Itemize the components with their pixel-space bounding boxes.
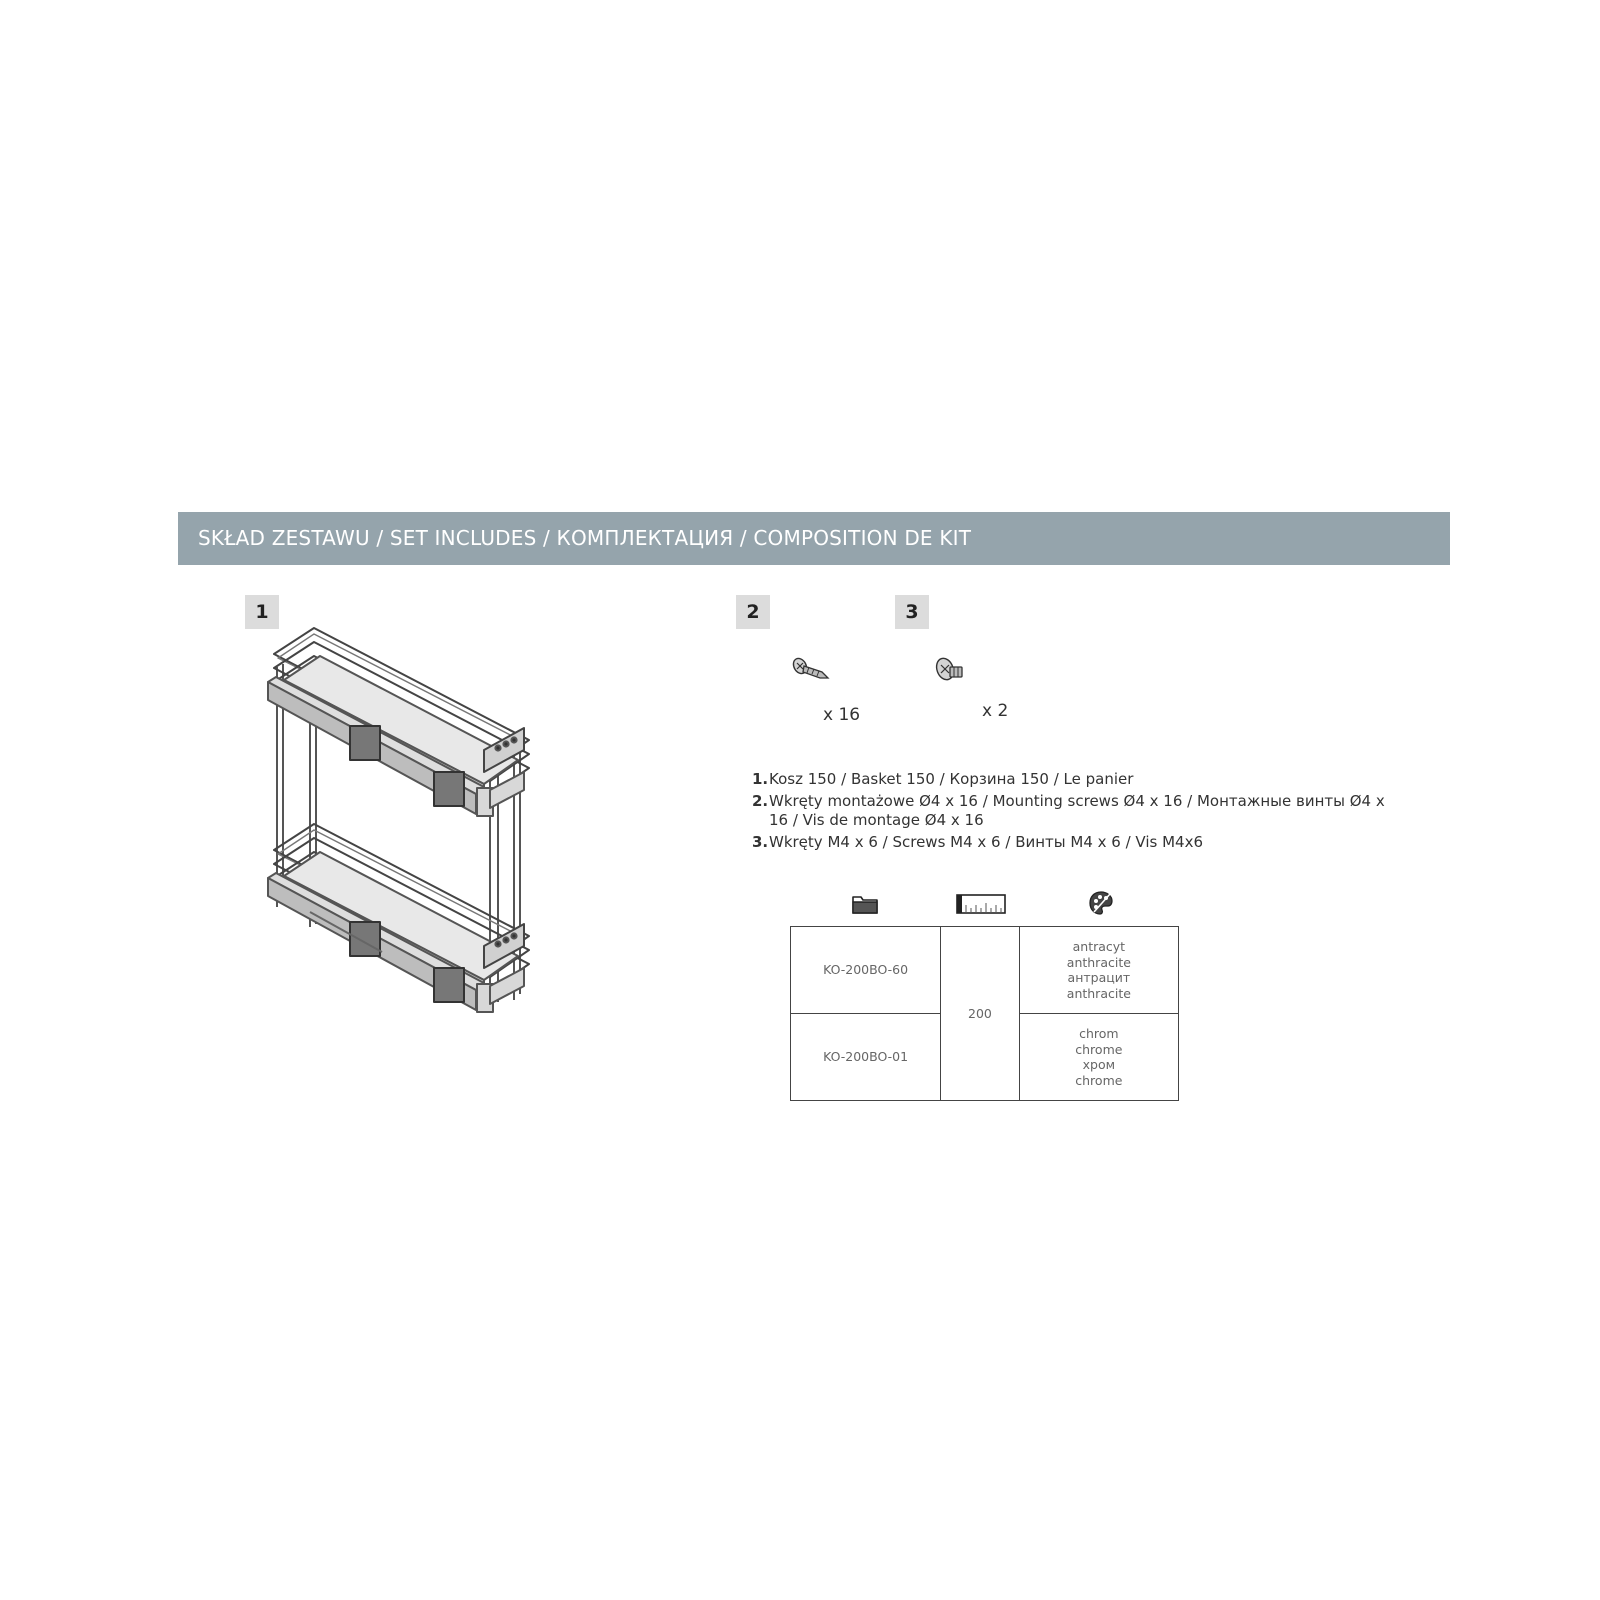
mounting-screw-icon (792, 656, 832, 684)
ruler-icon (956, 893, 1006, 915)
product-code-cell: KO-200BO-01 (791, 1014, 941, 1101)
item-number-badge: 2 (736, 595, 770, 629)
legend-item (752, 792, 1402, 831)
folder-icon (851, 893, 879, 915)
legend-item (752, 770, 1402, 790)
color-name: anthracite (1066, 954, 1131, 970)
table-row (791, 927, 1179, 1014)
legend-text: Wkręty M4 x 6 / Screws M4 x 6 / Винты M4 x 6 / Vis M4x6 (769, 832, 1204, 851)
legend-number: 1. (752, 770, 769, 788)
basket-illustration (262, 622, 542, 1042)
color-name: антрацит (1067, 970, 1131, 985)
size-cell: 200 (941, 927, 1020, 1101)
color-name: anthracite (1066, 985, 1131, 1001)
parts-legend (752, 770, 1402, 854)
palette-icon (1088, 890, 1114, 916)
legend-item (752, 833, 1402, 853)
quantity-label: x 2 (982, 701, 1009, 721)
machine-screw-icon (934, 656, 968, 686)
quantity-label: x 16 (823, 705, 861, 725)
section-header: SKŁAD ZESTAWU / SET INCLUDES / КОМПЛЕКТАЦИЯ / COMPOSITION DE KIT (178, 512, 1450, 565)
color-name: chrome (1075, 1072, 1123, 1088)
color-name: хром (1082, 1057, 1116, 1072)
color-name: chrom (1079, 1026, 1119, 1041)
product-code-cell: KO-200BO-60 (791, 927, 941, 1014)
legend-number: 2. (752, 791, 769, 810)
item-number-badge: 3 (895, 595, 929, 629)
color-cell (1019, 927, 1178, 1014)
item-number-badge: 1 (245, 595, 279, 629)
color-name: antracyt (1072, 939, 1126, 954)
color-name: chrome (1075, 1041, 1123, 1057)
legend-text: Wkręty montażowe Ø4 x 16 / Mounting screws Ø4 x 16 / Монтажные винты Ø4 x 16 / Vis de montage Ø4 x 16 (769, 791, 1385, 829)
color-cell (1019, 1014, 1178, 1101)
product-spec-table (790, 926, 1179, 1101)
legend-text: Kosz 150 / Basket 150 / Корзина 150 / Le panier (769, 770, 1134, 788)
legend-number: 3. (752, 832, 769, 851)
